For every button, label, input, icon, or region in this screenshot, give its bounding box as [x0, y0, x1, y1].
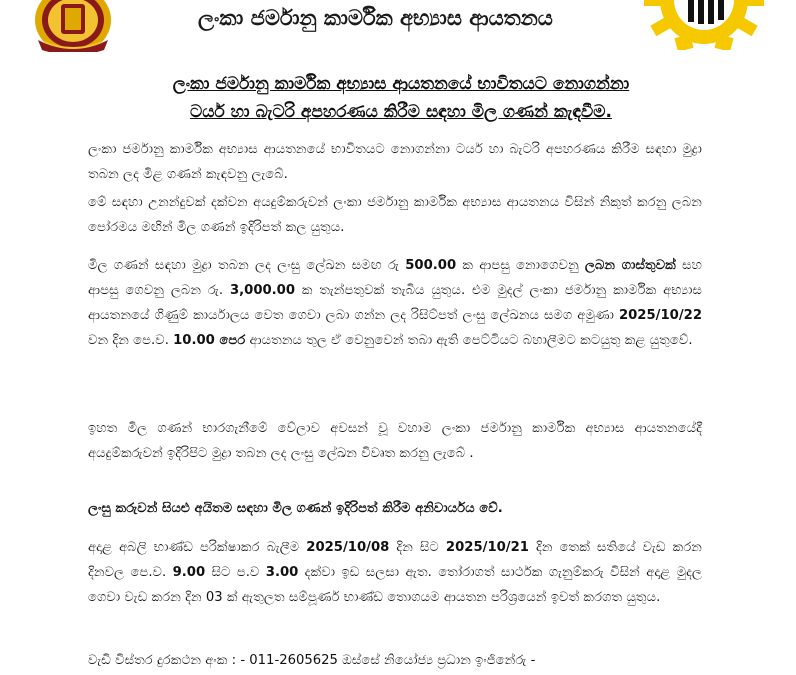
closing-time: 10.00 පෙර [173, 333, 246, 348]
gear-emblem-icon [642, 0, 766, 50]
fee-deposit-paragraph [88, 253, 702, 353]
notice-title [96, 70, 706, 126]
inspection-text: අදාළ අබලි භාණ්ඩ පරික්ෂාකර බැලීම [88, 540, 307, 555]
intro-paragraph: ලංකා ජර්මානු කාර්මික අභ්‍යාස ආයතනයේ භාවිතයට නොගන්නා ටයර් හා බැටරි අපහරණය කිරීම සඳහා මුද්‍රා තබන ලද මිළ ගණන් කැඳවනු ලැබේ. [88, 142, 702, 182]
inspection-end-date: 2025/10/21 [445, 540, 529, 555]
inspection-paragraph [88, 535, 702, 610]
closing-text: ආයතනය තුල ඒ වෙනුවෙන් තබා ඇති පෙට්ටියට බහාලීමට කටයුතු කළ යුතුවේ. [245, 333, 693, 348]
inspection-text: දක්වා ඉඩ සලසා ඇත. තෝරාගත් සාර්ථක ගැනුම්කරු විසින් අදාළ මුදල ගෙවා වැඩ කරන දින 03 ක් ඇතුලත සම්පූර්ණ භාණ්ඩ තොගයම ආයතන පරිශ්‍රයෙන් ඉවත් කරගත යුතුය. [88, 565, 702, 605]
inspection-text: සිට ප.ව [205, 565, 266, 580]
fee-text: මිල ගණන් සඳහා මුද්‍රා තබන ලද ලංසු ලේඛන සමඟ රු [88, 258, 406, 273]
fee-label: ලබන ගාස්තුවක් [584, 258, 676, 273]
eligibility-paragraph: මේ සඳහා උනන්දුවක් දක්වන අයදුම්කරුවන් ලංකා ජර්මානු කාර්මික අභ්‍යාස ආයතනය විසින් නිකුත් කරනු ලබන පෝරමය මඟින් මිල ගණන් ඉදිරිපත් කල යුතුය. [88, 195, 702, 235]
deposit-text: ක තැන්පතුවක් තැබිය යුතුය. එම මුදල් ලංකා ජර්මානු කාර්මික අභ්‍යාස ආයතනයේ ගිණුම් කාර්යාලය වෙත ගෙවා ලබා ගන්න ලද රිසිට්පත් ලංසු ලේඛනය සමග අමුණා [88, 283, 702, 323]
inspection-text: දින තෙක් සතියේ වැඩ කරන දිනවල පෙ.ව. [88, 540, 703, 580]
crest-emblem-icon [30, 0, 116, 52]
deposit-amount: 3,000.00 [229, 283, 296, 298]
inspection-start-date: 2025/10/08 [306, 540, 390, 555]
mandatory-notice: ලංසු කරුවන් සියළු අයිතම සඳහා මිල ගණන් ඉදිරිපත් කිරීම අනිවාර්යය වේ. [88, 501, 503, 516]
inspection-end-time: 3.00 [265, 565, 299, 580]
deposit-text: සහ ආපසු ගෙවනු ලබන රු. [88, 258, 702, 298]
fee-amount: 500.00 [405, 258, 457, 273]
notice-title-line-2: ටයර් හා බැටරි අපහරණය කිරීම සඳහා මිල ගණන් කැඳවීම. [190, 102, 612, 122]
institute-name-heading: ලංකා ජර්මානු කාර්මික අභ්‍යාස ආයතනය [198, 6, 553, 30]
fee-text: ක ආපසු නොගෙවනු [456, 258, 585, 273]
closing-text: වන දින පෙ.ව. [88, 333, 174, 348]
opening-paragraph: ඉහත මිල ගණන් භාරගැනීමේ වේලාව අවසන් වූ වහාම ලංකා ජර්මානු කාර්මික අභ්‍යාස ආයතනයේදී අයදුම්කරුවන් ඉදිරිපිට මුද්‍රා තබන ලද ලංසු ලේඛන විවෘත කරනු ලැබේ . [88, 421, 702, 461]
closing-date: 2025/10/22 [618, 308, 702, 323]
inspection-text: දින සිට [389, 540, 446, 555]
contact-line: වැඩි විස්තර දුරකථන අංක : - 011-2605625 ඔස්සේ නියෝජ්‍ය ප්‍රධාන ඉංජිනේරු - [88, 653, 536, 668]
inspection-start-time: 9.00 [172, 565, 206, 580]
notice-title-line-1: ලංකා ජර්මානු කාර්මික අභ්‍යාස ආයතනයේ භාවිතයට නොගන්නා [172, 74, 630, 94]
